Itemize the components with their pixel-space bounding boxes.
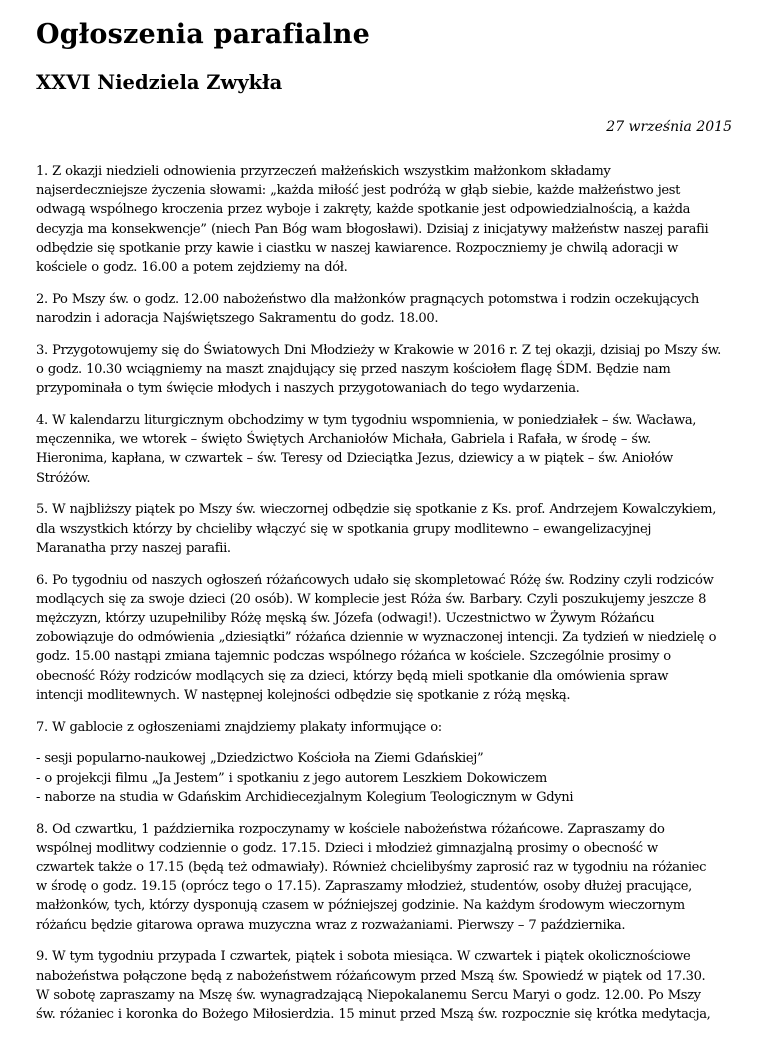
list-item: - naborze na studia w Gdańskim Archidiecezjalnym Kolegium Teologicznym w Gdyni [36, 789, 574, 805]
document-date: 27 września 2015 [606, 119, 732, 135]
announcement-7: 7. W gablocie z ogłoszeniami znajdziemy plakaty informujące o: [36, 719, 442, 735]
list-item: - o projekcji filmu „Ja Jestem” i spotkaniu z jego autorem Leszkiem Dokowiczem [36, 770, 547, 786]
announcement-6: 6. Po tygodniu od naszych ogłoszeń różańcowych udało się skompletować Różę św. Rodziny czyli rodziców modlących się za swoje dzieci (20 osób). W komplecie jest Róża św. Barbary. Czyli poszukujemy jeszcze 8 mężczyzn, którzy uzupełniliby Różę męską św. Józefa (odwagi!). Uczestnictwo w Żywym Różańcu zobowiązuje do odmówienia „dziesiątki” różańca dziennie w wyznaczonej intencji. Za tydzień w niedzielę o godz. 15.00 nastąpi zmiana tajemnic podczas wspólnego różańca w kościele. Szczególnie prosimy o obecność Róży rodziców modlących się za dzieci, którzy będą mieli spotkanie dla omówienia spraw intencji modlitewnych. W następnej kolejności odbędzie się spotkanie z różą męską. [36, 572, 717, 703]
announcement-5: 5. W najbliższy piątek po Mszy św. wieczornej odbędzie się spotkanie z Ks. prof. Andrzejem Kowalczykiem, dla wszystkich którzy by chcieliby włączyć się w spotkania grupy modlitewno – ewangelizacyjnej Maranatha przy naszej parafii. [36, 502, 717, 556]
announcement-9: 9. W tym tygodniu przypada I czwartek, piątek i sobota miesiąca. W czwartek i piątek okolicznościowe nabożeństwa połączone będą z nabożeństwem różańcowym przed Mszą św. Spowiedź w piątek od 17.30. W sobotę zapraszamy na Mszę św. wynagradzającą Niepokalanemu Sercu Maryi o godz. 12.00. Po Mszy św. różaniec i koronka do Bożego Miłosierdzia. 15 minut przed Mszą św. rozpocznie się krótka medytacja, [36, 949, 711, 1023]
announcement-2: 2. Po Mszy św. o godz. 12.00 nabożeństwo dla małżonków pragnących potomstwa i rodzin oczekujących narodzin i adoracja Najświętszego Sakramentu do godz. 18.00. [36, 291, 699, 327]
document-subtitle: XXVI Niedziela Zwykła [36, 71, 283, 94]
announcement-8: 8. Od czwartku, 1 października rozpoczynamy w kościele nabożeństwa różańcowe. Zapraszamy do wspólnej modlitwy codziennie o godz. 17.15. Dzieci i młodzież gimnazjalną prosimy o obecność w czwartek także o 17.15 (będą też odmawiały). Również chcielibyśmy zaprosić raz w tygodniu na różaniec w środę o godz. 19.15 (oprócz tego o 17.15). Zapraszamy młodzież, studentów, osoby dłużej pracujące, małżonków, tych, którzy dysponują czasem w późniejszej godzinie. Na każdym środowym wieczornym różańcu będzie gitarowa oprawa muzyczna wraz z rozważaniami. Pierwszy – 7 października. [36, 821, 707, 933]
document-page [36, 18, 732, 1037]
document-title: Ogłoszenia parafialne [36, 19, 371, 50]
announcement-3: 3. Przygotowujemy się do Światowych Dni Młodzieży w Krakowie w 2016 r. Z tej okazji, dzisiaj po Mszy św. o godz. 10.30 wciągniemy na maszt znajdujący się przed naszym kościołem flagę ŚDM. Będzie nam przypominała o tym święcie młodych i naszych przygotowaniach do tego wydarzenia. [36, 342, 721, 397]
list-item: - sesji popularno-naukowej „Dziedzictwo Kościoła na Ziemi Gdańskiej” [36, 751, 484, 767]
announcements-body [36, 162, 732, 1024]
announcement-4: 4. W kalendarzu liturgicznym obchodzimy w tym tygodniu wspomnienia, w poniedziałek – św. Wacława, męczennika, we wtorek – święto Świętych Archaniołów Michała, Gabriela i Rafała, w środę – św. Hieronima, kapłana, w czwartek – św. Teresy od Dzieciątka Jezus, dziewicy a w piątek – św. Aniołów Stróżów. [36, 413, 697, 486]
poster-list [36, 749, 732, 807]
announcement-1: 1. Z okazji niedzieli odnowienia przyrzeczeń małżeńskich wszystkim małżonkom składamy najserdeczniejsze życzenia słowami: „każda miłość jest podróżą w głąb siebie, każde małżeństwo jest odwagą wspólnego kroczenia przez wyboje i zakręty, każde spotkanie jest odpowiedzialnością, a każda decyzja ma konsekwencje” (niech Pan Bóg wam błogosławi). Dzisiaj z inicjatywy małżeństw naszej parafii odbędzie się spotkanie przy kawie i ciastku w naszej kawiarence. Rozpoczniemy je chwilą adoracji w kościele o godz. 16.00 a potem zejdziemy na dół. [36, 164, 709, 276]
